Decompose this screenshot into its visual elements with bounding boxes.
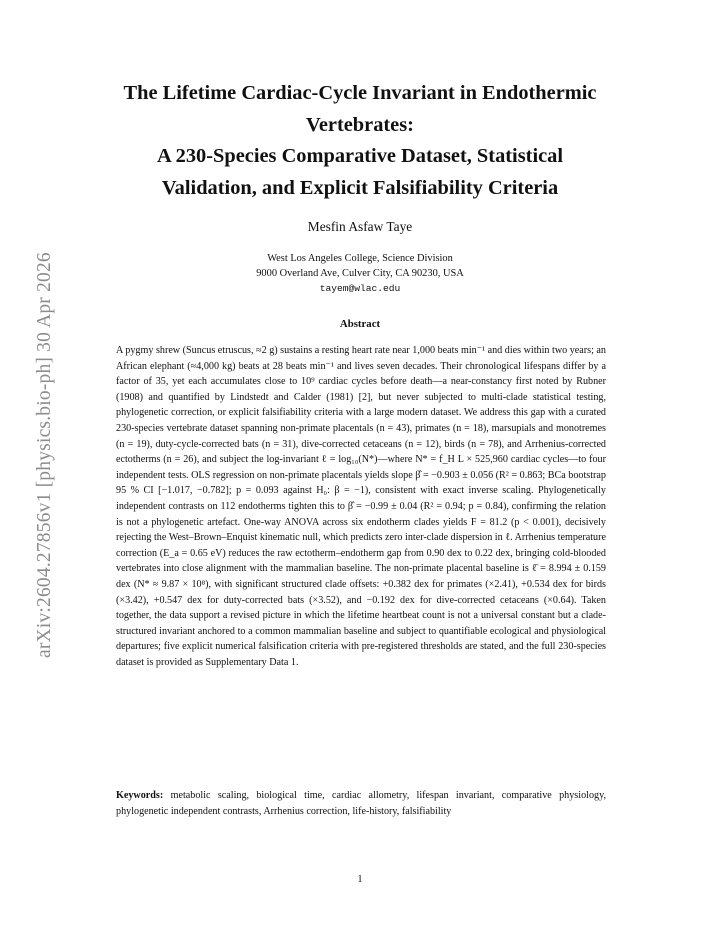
- title-line: Validation, and Explicit Falsifiability Criteria: [161, 176, 559, 199]
- keywords-label: Keywords:: [116, 790, 164, 801]
- author-name: Mesfin Asfaw Taye: [307, 219, 413, 234]
- title-line: A 230-Species Comparative Dataset, Statistical: [156, 145, 564, 167]
- abstract-heading: Abstract: [339, 318, 381, 330]
- author-email: tayem@wlac.edu: [319, 283, 401, 294]
- title-line: Vertebrates:: [306, 113, 414, 136]
- page-number: 1: [357, 874, 363, 885]
- keywords-section: [116, 788, 606, 819]
- arxiv-identifier: arXiv:2604.27856v1 [physics.bio-ph] 30 Apr 2026: [34, 252, 55, 658]
- affiliation-institution: West Los Angeles College, Science Division: [267, 253, 453, 264]
- affiliation-address: 9000 Overland Ave, Culver City, CA 90230, USA: [256, 268, 464, 279]
- paper-title: [80, 78, 640, 204]
- title-line: The Lifetime Cardiac-Cycle Invariant in Endothermic: [123, 82, 597, 104]
- abstract-body: A pygmy shrew (Suncus etruscus, ≈2 g) sustains a resting heart rate near 1,000 beats min⁻¹ and dies within two years; an African elephant (≈4,000 kg) beats at 28 beats min⁻¹ and lives seven decades. Their chronological lifespans differ by a factor of 35, yet each accumulates close to 10⁹ cardiac cycles before death—a near-constancy first noted by Rubner (1908) and quantified by Lindstedt and Calder (1981) [2], but never subjected to multi-clade statistical testing, phylogenetic correction, or explicit falsifiability criteria with a large modern dataset. We address this gap with a curated 230-species vertebrate dataset spanning non-primate placentals (n = 43), primates (n = 18), marsupials and monotremes (n = 19), duty-cycle-corrected bats (n = 31), dive-corrected cetaceans (n = 12), birds (n = 78), and Arrhenius-corrected ectotherms (n = 26), and subject the log-invariant ℓ = log₁₀(N*)—where N* = f_H L × 525,960 cardiac cycles—to four independent tests. OLS regression on non-primate placentals yields slope β̂ = −0.903 ± 0.056 (R² = 0.863; BCa bootstrap 95 % CI [−1.017, −0.782]; p = 0.093 against H₀: β = −1), consistent with exact inverse scaling. Phylogenetically independent contrasts on 112 endotherms tighten this to β̂ = −0.99 ± 0.04 (R² = 0.94; p = 0.84), confirming the relation is not a phylogenetic artefact. One-way ANOVA across six endotherm clades yields F = 81.2 (p < 0.001), decisively rejecting the West–Brown–Enquist kinematic null, which predicts zero inter-clade dispersion in ℓ. Arrhenius temperature correction (E_a = 0.65 eV) reduces the raw ectotherm–endotherm gap from 0.90 dex to 0.22 dex, bringing cold-blooded vertebrates into close alignment with the mammalian baseline. The non-primate placental baseline is ℓ̄ = 8.994 ± 0.159 dex (N* ≈ 9.87 × 10⁸), with significant structured clade offsets: +0.382 dex for primates (×2.41), +0.534 dex for birds (×3.42), +0.547 dex for duty-corrected bats (×3.52), and −0.192 dex for dive-corrected cetaceans (×0.64). Taken together, the data support a revised picture in which the lifetime heartbeat count is not a universal constant but a clade-structured invariant anchored to a common mammalian baseline and subject to quantifiable ecological and physiological departures; five explicit numerical falsification criteria with pre-registered thresholds are stated, and the full 230-species dataset is provided as Supplementary Data 1.: [116, 345, 606, 668]
- keywords-list: metabolic scaling, biological time, cardiac allometry, lifespan invariant, comparative physiology, phylogenetic independent contrasts, Arrhenius correction, life-history, falsifiability: [116, 790, 607, 817]
- affiliation: [0, 251, 720, 296]
